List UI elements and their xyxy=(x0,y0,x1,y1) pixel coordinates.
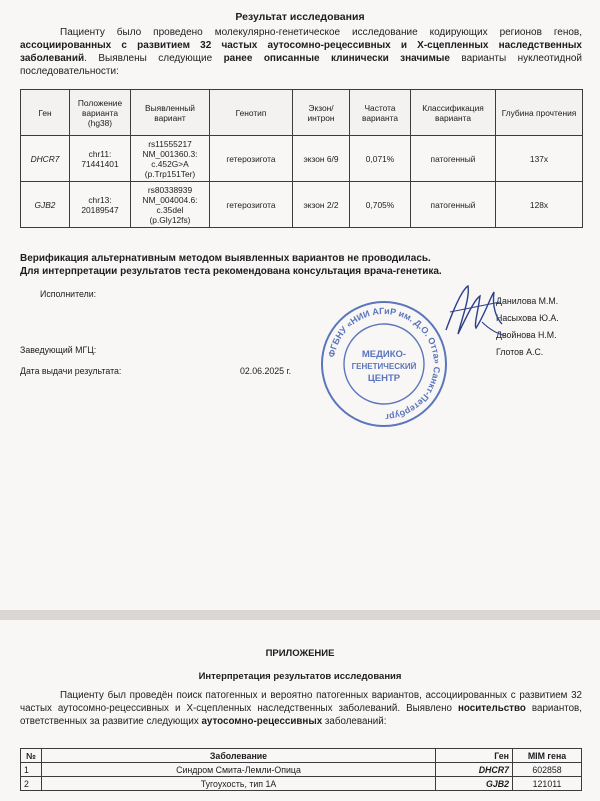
intro-text-d: ранее описанные клинически значимые xyxy=(223,53,450,64)
cell-disease: Тугоухость, тип 1А xyxy=(42,777,436,791)
date-value: 02.06.2025 г. xyxy=(240,366,292,376)
cell-variant xyxy=(131,182,210,228)
header-gene: Ген xyxy=(21,90,70,136)
head-label: Заведующий МГЦ: xyxy=(20,345,97,355)
staff-name: Двойнова Н.М. xyxy=(496,330,557,340)
appendix-title: ПРИЛОЖЕНИЕ xyxy=(265,648,335,659)
variant-p: (p.Gly12fs) xyxy=(149,214,191,225)
cell-number: 2 xyxy=(21,777,42,791)
cell-gene: GJB2 xyxy=(436,777,513,791)
variants-table xyxy=(20,89,583,228)
variant-rs: rs11555217 xyxy=(148,138,192,149)
diseases-table xyxy=(20,748,582,791)
cell-exon: экзон 6/9 xyxy=(293,136,350,182)
stamp-center-line-1: МЕДИКО- xyxy=(361,349,407,360)
signature-stroke xyxy=(482,322,506,336)
header-exon: Экзон/ интрон xyxy=(293,90,350,136)
header-depth: Глубина прочтения xyxy=(496,90,583,136)
appendix-text-e: заболеваний: xyxy=(324,716,387,727)
variants-header-row xyxy=(21,90,583,136)
header-disease: Заболевание xyxy=(42,749,436,763)
signature-stroke xyxy=(446,286,502,334)
table-row xyxy=(21,136,583,182)
cell-position: chr13: 20189547 xyxy=(70,182,131,228)
cell-mim: 121011 xyxy=(513,777,582,791)
cell-depth: 128x xyxy=(496,182,583,228)
table-row xyxy=(21,777,582,791)
cell-depth: 137x xyxy=(496,136,583,182)
header-frequency: Частота варианта xyxy=(350,90,411,136)
cell-gene: DHCR7 xyxy=(21,136,70,182)
signature-mark xyxy=(440,278,510,348)
variant-c: c.35del xyxy=(156,204,184,215)
cell-genotype: гетерозигота xyxy=(210,136,293,182)
stamp-center-line-3: ЦЕНТР xyxy=(367,373,401,384)
header-gene: Ген xyxy=(436,749,513,763)
signature-stroke xyxy=(450,302,500,312)
variant-p: (p.Trp151Ter) xyxy=(144,168,196,179)
diseases-header-row xyxy=(21,749,582,763)
page-title: Результат исследования xyxy=(235,11,365,23)
stamp-center-line-2: ГЕНЕТИЧЕСКИЙ xyxy=(351,362,417,371)
intro-paragraph xyxy=(20,26,582,78)
header-mim: MIM гена xyxy=(513,749,582,763)
page-gap xyxy=(0,610,600,620)
intro-text-e: варианты нуклеотидной последовательности: xyxy=(20,53,582,77)
header-number: № xyxy=(21,749,42,763)
appendix-paragraph xyxy=(20,689,582,728)
cell-classification: патогенный xyxy=(411,136,496,182)
cell-frequency: 0,705% xyxy=(350,182,411,228)
header-genotype: Генотип xyxy=(210,90,293,136)
stamp-ring-text: ФГБНУ «НИИ АГиР им. Д.О. Отта» Санкт-Петербург xyxy=(326,305,443,423)
date-label: Дата выдачи результата: xyxy=(20,366,122,376)
staff-name: Данилова М.М. xyxy=(496,296,559,306)
cell-number: 1 xyxy=(21,763,42,777)
intro-text-b: ассоциированных с развитием 32 частых аутосомно-рецессивных и Х-сцепленных наследственных заболеваний xyxy=(20,40,582,64)
header-position: Положение варианта (hg38) xyxy=(70,90,131,136)
variant-rs: rs80338939 xyxy=(147,184,193,195)
variant-c: c.452G>A xyxy=(151,158,189,169)
intro-text-a: Пациенту было проведено молекулярно-генетическое исследование кодирующих регионов генов, xyxy=(60,27,582,38)
table-row xyxy=(21,763,582,777)
cell-genotype: гетерозигота xyxy=(210,182,293,228)
cell-variant xyxy=(131,136,210,182)
verification-line-2: Для интерпретации результатов теста рекомендована консультация врача-генетика. xyxy=(20,266,442,277)
table-row xyxy=(21,182,583,228)
appendix-text-d: аутосомно-рецессивных xyxy=(201,716,323,727)
cell-gene: GJB2 xyxy=(21,182,70,228)
appendix-subtitle: Интерпретация результатов исследования xyxy=(198,671,402,682)
cell-exon: экзон 2/2 xyxy=(293,182,350,228)
intro-text-c: . Выявлены следующие xyxy=(84,53,213,64)
cell-disease: Синдром Смита-Лемли-Опица xyxy=(42,763,436,777)
staff-name: Насыхова Ю.А. xyxy=(496,313,559,323)
cell-gene: DHCR7 xyxy=(436,763,513,777)
cell-classification: патогенный xyxy=(411,182,496,228)
verification-note xyxy=(20,252,580,278)
executors-label: Исполнители: xyxy=(40,289,97,299)
cell-frequency: 0,071% xyxy=(350,136,411,182)
appendix-text-a: Пациенту был проведён поиск патогенных и вероятно патогенных вариантов, ассоциированных с развитием 32 частых аутосомно-рецессивных и Х-сцепленных наследственных заболеваний. Выявлено xyxy=(20,690,582,714)
header-variant: Выявленный вариант xyxy=(131,90,210,136)
cell-mim: 602858 xyxy=(513,763,582,777)
organization-stamp xyxy=(318,298,450,430)
variant-nm: NM_001360.3: xyxy=(142,148,198,159)
appendix-text-b: носительство xyxy=(458,703,526,714)
appendix-text-c: вариантов, ответственных за развитие следующих xyxy=(20,703,582,727)
variant-nm: NM_004004.6: xyxy=(142,194,198,205)
header-classification: Классификация варианта xyxy=(411,90,496,136)
verification-line-1: Верификация альтернативным методом выявленных вариантов не проводилась. xyxy=(20,253,431,264)
staff-name: Глотов А.С. xyxy=(496,347,544,357)
cell-position: chr11: 71441401 xyxy=(70,136,131,182)
